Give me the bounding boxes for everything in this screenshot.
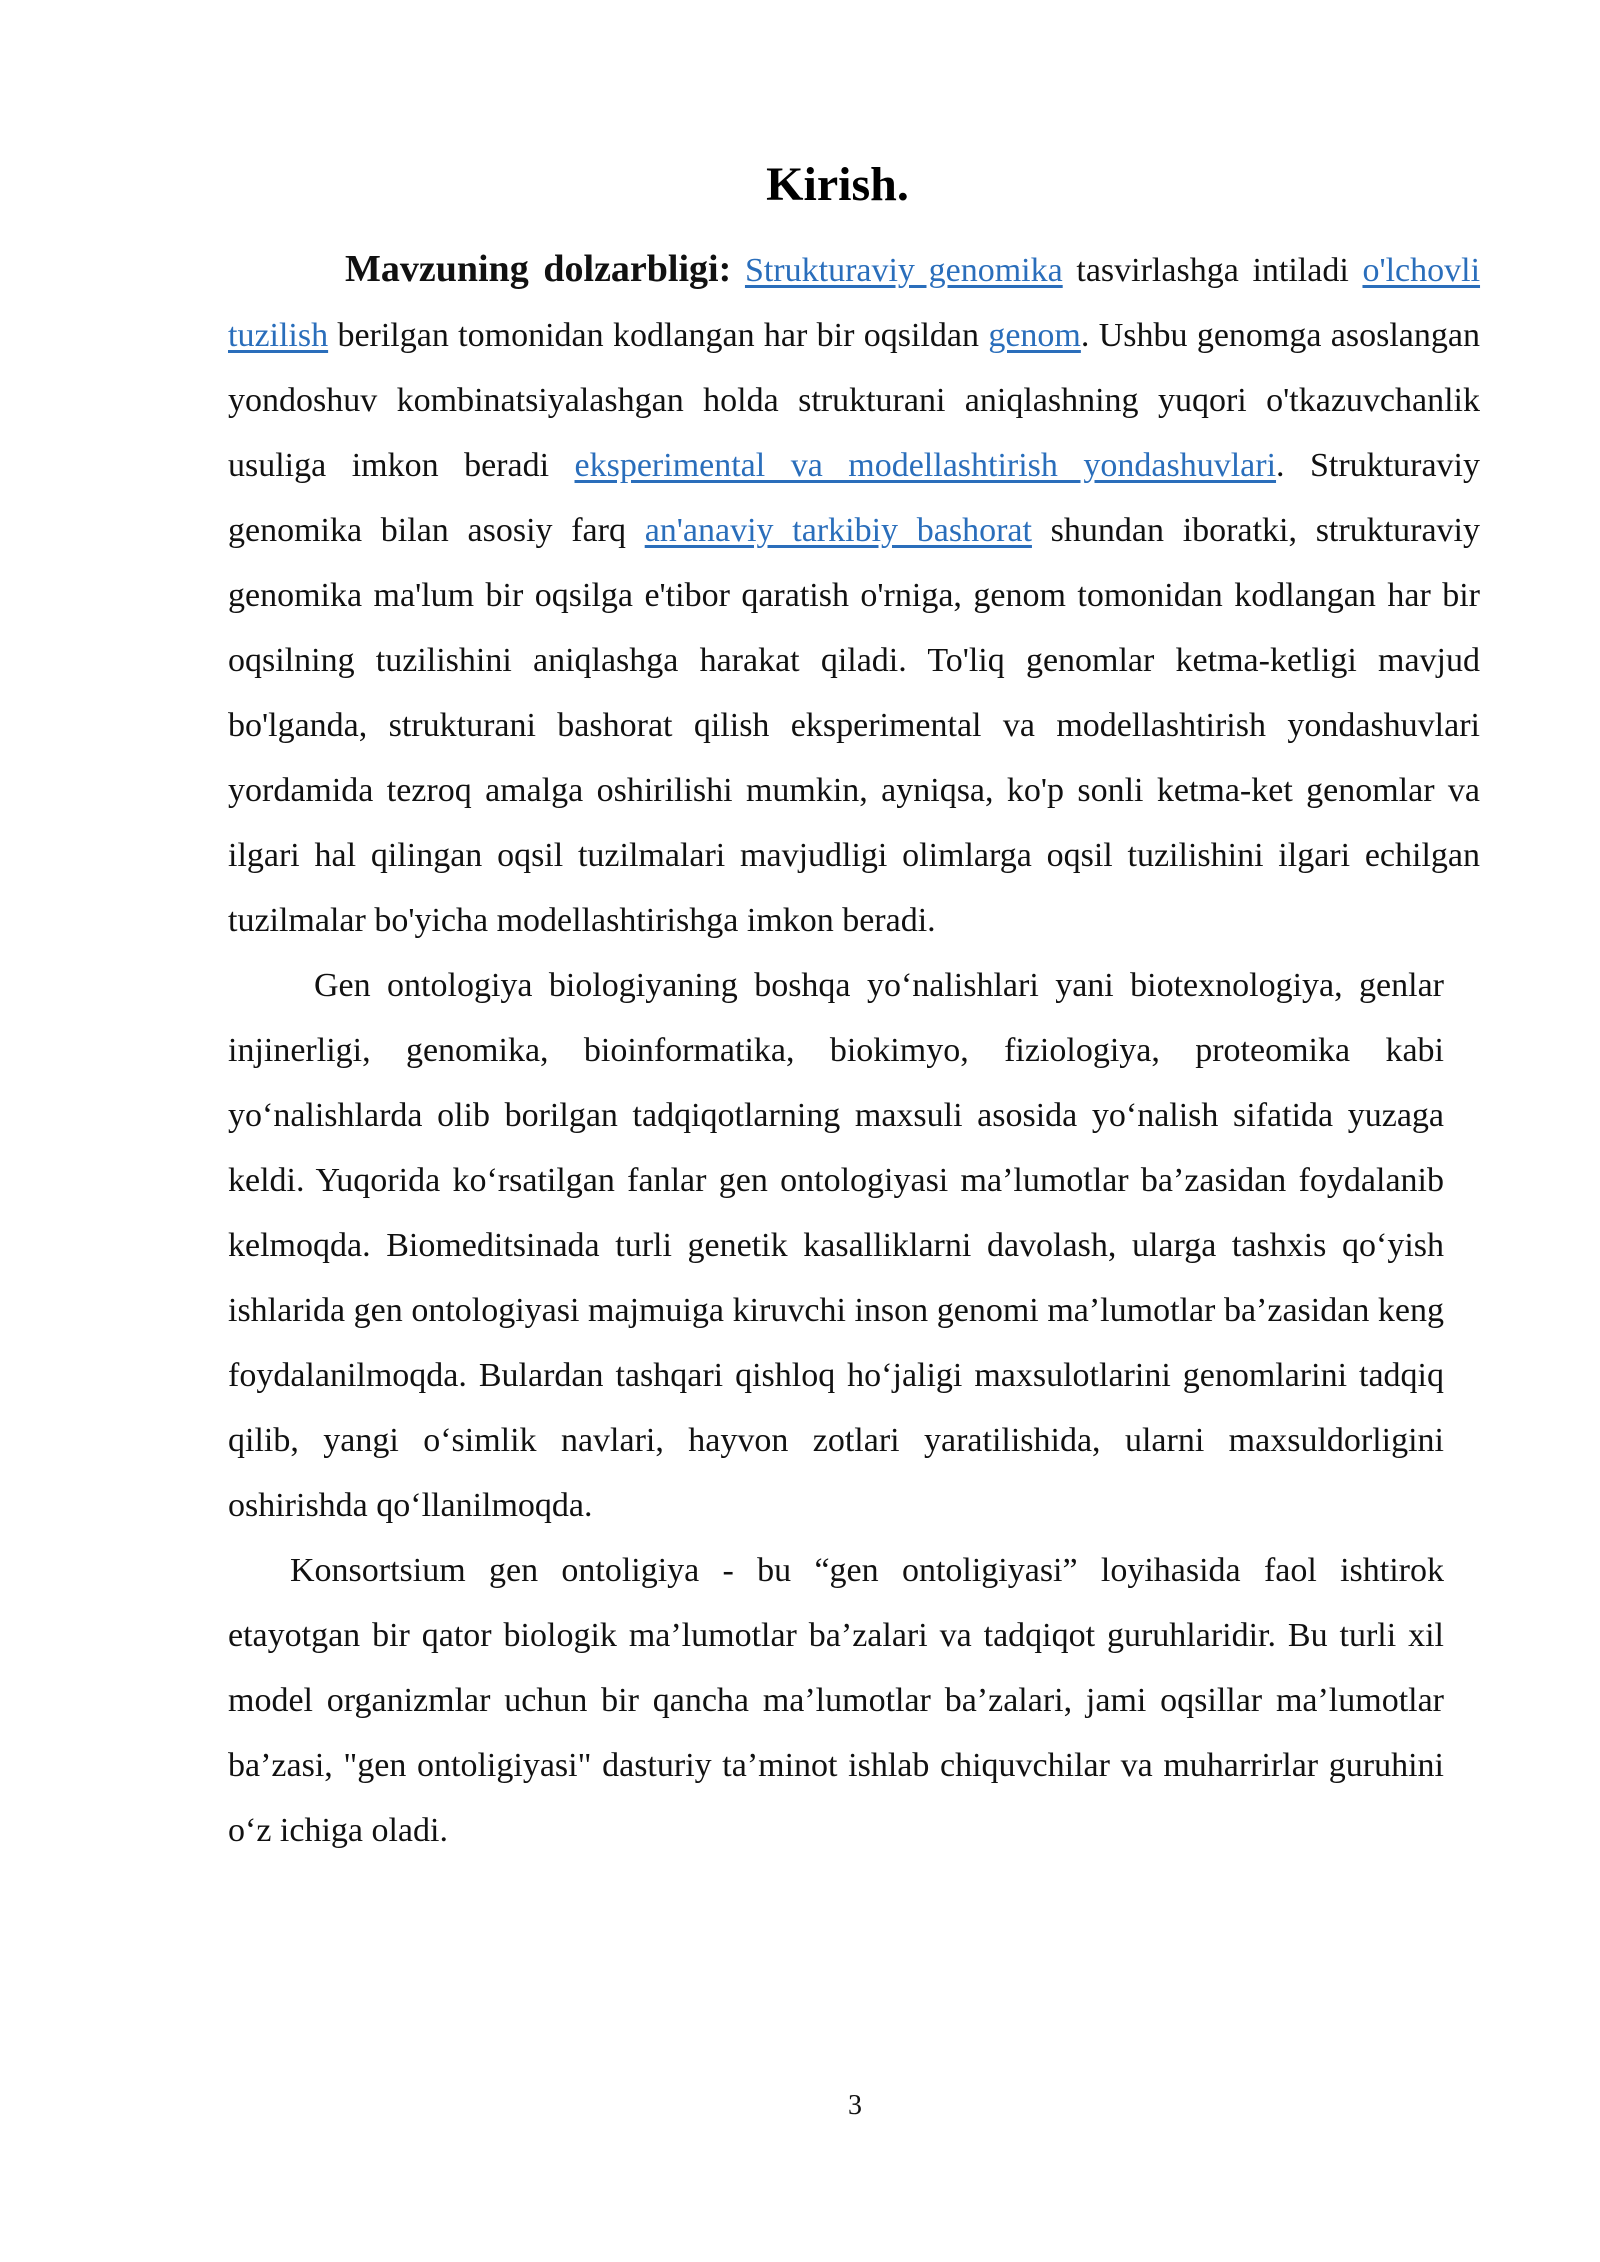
link-traditional-structural-prediction[interactable]: an'anaviy tarkibiy bashorat xyxy=(644,512,1032,549)
paragraph-text: . Ushbu genomga asoslangan yondoshuv kombinatsiyalashgan holda strukturani aniqlashning yuqori o'tkazuvchanlik usuliga imkon beradi xyxy=(228,317,1480,484)
paragraph-text: shundan iboratki, strukturaviy genomika ma'lum bir oqsilga e'tibor qaratish o'rniga, genom tomonidan kodlangan har bir oqsilning tuzilishini aniqlashga harakat qiladi. To'liq genomlar ketma-ketligi mavjud bo'lganda, strukturani bashorat qilish eksperimental va modellashtirish yondashuvlari yordamida tezroq amalga oshirilishi mumkin, ayniqsa, ko'p sonli ketma-ket genomlar va ilgari hal qilingan oqsil tuzilmalari mavjudligi olimlarga oqsil tuzilishini ilgari echilgan tuzilmalar bo'yicha modellashtirishga imkon beradi. xyxy=(228,512,1480,939)
document-body xyxy=(228,237,1480,1863)
link-experimental-modeling-approaches[interactable]: eksperimental va modellashtirish yondashuvlari xyxy=(574,447,1277,484)
paragraph-text: tasvirlashga intiladi xyxy=(1062,252,1363,289)
relevance-heading: Mavzuning dolzarbligi: xyxy=(345,248,732,290)
paragraph-consortium: Konsortsium gen ontoligiya - bu “gen ontoligiyasi” loyihasida faol ishtirok etayotgan bir qator biologik ma’lumotlar ba’zalari va tadqiqot guruhlaridir. Bu turli xil model organizmlar uchun bir qancha ma’lumotlar ba’zalari, jami oqsillar ma’lumotlar ba’zasi, "gen ontoligiyasi" dasturiy ta’minot ishlab chiquvchilar va muharrirlar guruhini o‘z ichiga oladi. xyxy=(228,1552,1444,1849)
paragraph-gene-ontology: Gen ontologiya biologiyaning boshqa yo‘nalishlari yani biotexnologiya, genlar injinerligi, genomika, bioinformatika, biokimyo, fiziologiya, proteomika kabi yo‘nalishlarda olib borilgan tadqiqotlarning maxsuli asosida yo‘nalish sifatida yuzaga keldi. Yuqorida ko‘rsatilgan fanlar gen ontologiyasi ma’lumotlar ba’zasidan foydalanib kelmoqda. Biomeditsinada turli genetik kasalliklarni davolash, ularga tashxis qo‘yish ishlarida gen ontologiyasi majmuiga kiruvchi inson genomi ma’lumotlar ba’zasidan keng foydalanilmoqda. Bulardan tashqari qishloq ho‘jaligi maxsulotlarini genomlarini tadqiq qilib, yangi o‘simlik navlari, hayvon zotlari yaratilishida, ularni maxsuldorligini oshirishda qo‘llanilmoqda. xyxy=(228,967,1444,1524)
page-number: 3 xyxy=(848,2090,862,2121)
link-dimensional-structure[interactable]: o'lchovli tuzilish xyxy=(228,252,1481,354)
paragraph-text: . Strukturaviy genomika bilan asosiy farq xyxy=(228,447,1480,549)
paragraph-relevance xyxy=(228,237,1480,953)
page-title: Kirish. xyxy=(766,158,909,211)
link-structural-genomics[interactable]: Strukturaviy genomika xyxy=(744,252,1063,289)
link-genome[interactable]: genom xyxy=(988,317,1081,354)
paragraph-text: berilgan tomonidan kodlangan har bir oqsildan xyxy=(328,317,989,354)
